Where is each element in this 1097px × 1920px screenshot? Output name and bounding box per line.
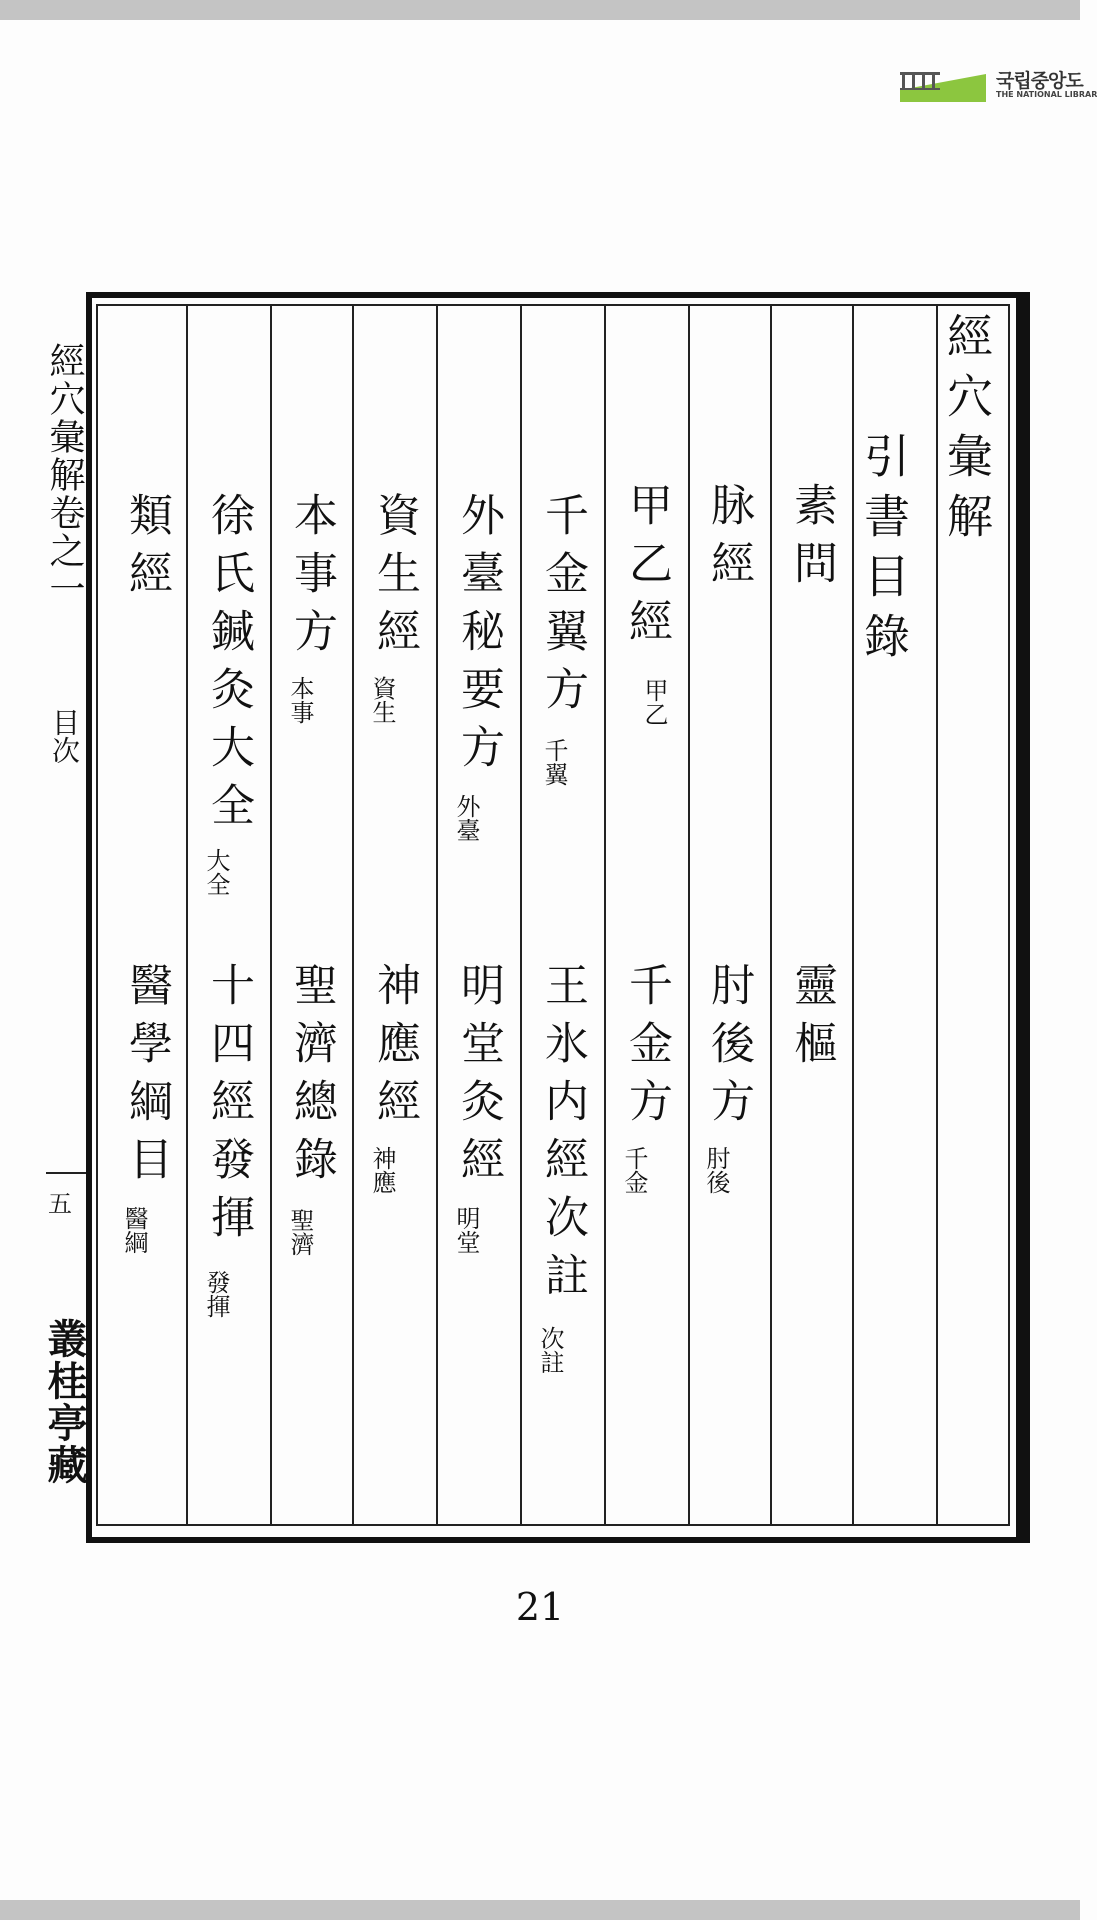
upper-note-4: 千翼 [540,738,568,786]
lower-title-9: 醫學綱目 [121,962,172,1194]
column-rule [604,304,606,1526]
margin-section-label: 目次 [48,708,81,764]
upper-title-9: 類經 [121,492,172,608]
logo-text-korean: 국립중앙도 [996,70,1083,92]
upper-note-7: 本事 [286,676,314,724]
lower-title-5: 明堂灸經 [453,962,504,1194]
margin-book-title: 經穴彙解卷之一 [44,342,85,608]
upper-title-4: 千金翼方 [537,492,588,724]
bottom-bar [0,1900,1080,1920]
column-rule [520,304,522,1526]
library-logo-icon [900,70,986,102]
lower-title-2: 肘後方 [703,962,754,1136]
lower-title-8: 十四經發揮 [203,962,254,1252]
margin-page-number: 五 [48,1190,72,1218]
upper-title-2: 脉經 [703,482,754,598]
lower-title-7: 聖濟總錄 [286,962,337,1194]
upper-note-5: 外臺 [452,794,480,842]
upper-note-8: 大全 [202,848,230,896]
lower-note-5: 明堂 [452,1206,480,1254]
lower-note-3: 千金 [620,1146,648,1194]
lower-title-1: 靈樞 [786,962,837,1078]
page-number: 21 [515,1585,565,1629]
column-rule [270,304,272,1526]
upper-title-3: 甲乙經 [621,482,672,656]
lower-note-8: 發揮 [202,1270,230,1318]
lower-title-6: 神應經 [369,962,420,1136]
upper-title-7: 本事方 [286,492,337,666]
lower-note-9: 醫綱 [120,1206,148,1254]
column-rule [436,304,438,1526]
lower-title-4: 王氷内經次註 [537,962,588,1310]
collection-seal-text: 叢桂亭藏 [41,1318,88,1486]
column-rule [770,304,772,1526]
logo-text-english: THE NATIONAL LIBRAR [996,90,1097,99]
library-logo [900,62,1097,106]
column-rule [352,304,354,1526]
upper-title-1: 素問 [786,482,837,598]
column-rule [936,304,938,1526]
upper-title-5: 外臺秘要方 [453,492,504,782]
lower-note-4: 次註 [536,1326,564,1374]
book-title: 經穴彙解 [940,312,994,552]
upper-title-6: 資生經 [369,492,420,666]
upper-title-8: 徐氏鍼灸大全 [203,492,254,840]
column-rule [186,304,188,1526]
margin-rule [46,1172,90,1174]
upper-note-6: 資生 [368,676,396,724]
lower-note-6: 神應 [368,1146,396,1194]
top-bar [0,0,1080,20]
lower-note-2: 肘後 [702,1146,730,1194]
lower-title-3: 千金方 [621,962,672,1136]
upper-note-3: 甲乙 [640,678,668,726]
column-rule [688,304,690,1526]
column-rule [852,304,854,1526]
list-heading: 引書目錄 [857,432,911,672]
lower-note-7: 聖濟 [286,1208,314,1256]
